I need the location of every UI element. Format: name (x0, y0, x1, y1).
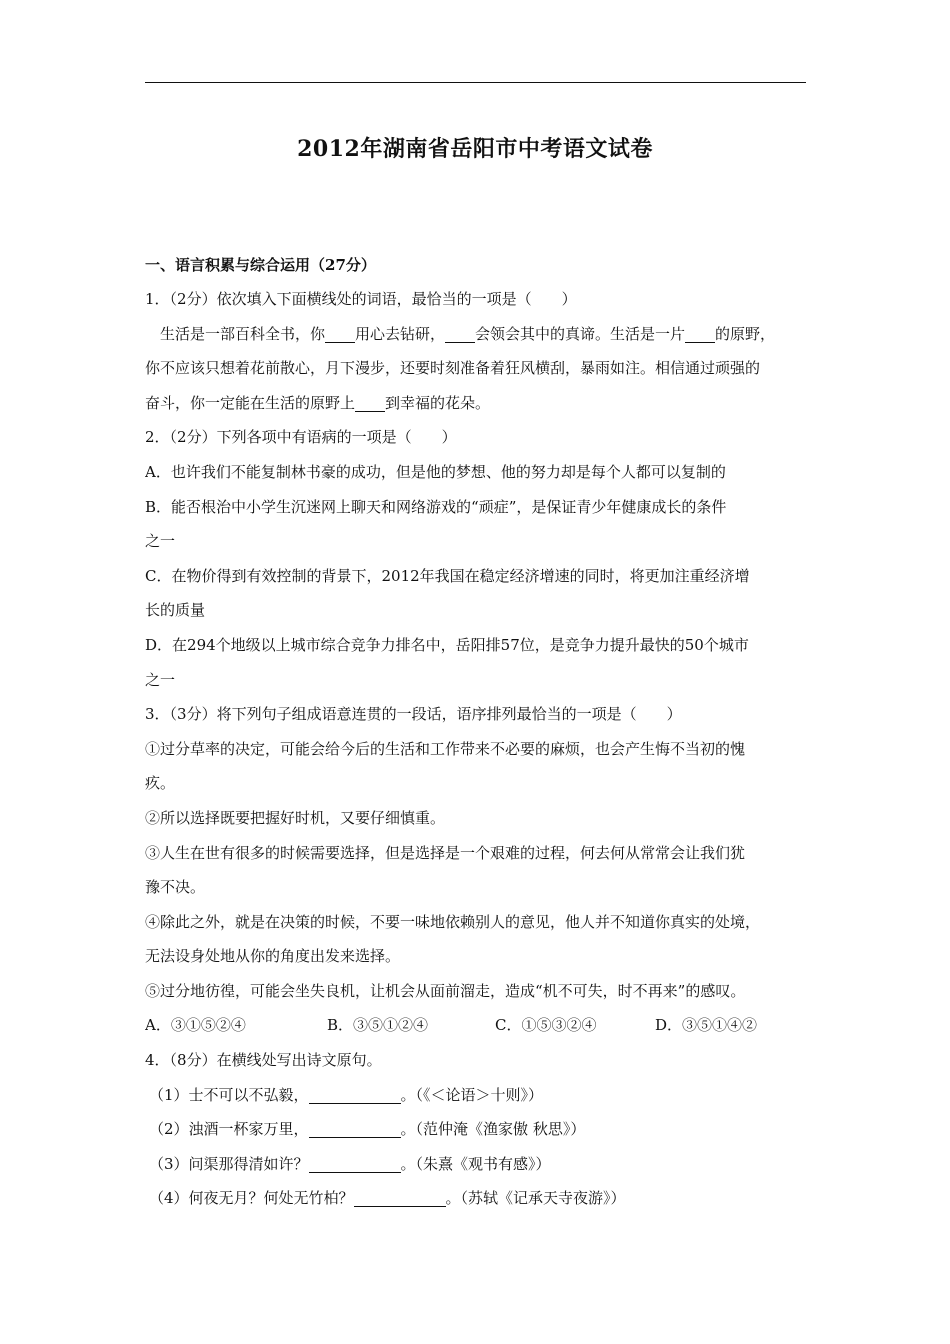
option-b: B．③⑤①②④ (327, 1016, 429, 1035)
question-3-sentence-4: ④除此之外，就是在决策的时候，不要一味地依赖别人的意见，他人并不知道你真实的处境， (145, 912, 761, 931)
question-4-stem: 4．（8分）在横线处写出诗文原句。 (145, 1051, 382, 1070)
option-c: C．①⑤③②④ (495, 1016, 597, 1035)
fill-blank (309, 1085, 401, 1104)
question-4-item-1: （1）士不可以不弘毅， 。（《＜论语＞十则》） (149, 1085, 544, 1104)
question-2-option-c-cont: 长的质量 (145, 601, 206, 620)
question-4-item-2: （2）浊酒一杯家万里， 。（范仲淹《渔家傲 秋思》） (149, 1120, 586, 1139)
question-3-sentence-3-cont: 豫不决。 (145, 878, 206, 897)
question-2-option-d-cont: 之一 (145, 670, 176, 689)
question-3-sentence-4-cont: 无法设身处地从你的角度出发来选择。 (145, 947, 401, 966)
question-2-stem: 2．（2分）下列各项中有语病的一项是（ ） (145, 428, 457, 447)
fill-blank (309, 1154, 401, 1173)
section-heading: 一、语言积累与综合运用（27分） (145, 256, 376, 274)
fill-blank (685, 324, 715, 343)
option-a: A．③①⑤②④ (145, 1016, 246, 1035)
option-d: D．③⑤①④② (655, 1016, 758, 1035)
header-rule (145, 82, 806, 83)
question-3-stem: 3．（3分）将下列句子组成语意连贯的一段话，语序排列最恰当的一项是（ ） (145, 705, 682, 724)
fill-blank (325, 324, 355, 343)
question-2-option-d: D．在294个地级以上城市综合竞争力排名中，岳阳排57位，是竞争力提升最快的50个城市 (145, 635, 749, 654)
question-1-passage-line: 奋斗，你一定能在生活的原野上 到幸福的花朵。 (145, 393, 491, 412)
question-1-passage-line: 生活是一部百科全书，你 用心去钻研， 会领会其中的真谛。生活是一片 的原野， (160, 324, 776, 343)
question-1-passage-line: 你不应该只想着花前散心，月下漫步，还要时刻准备着狂风横刮，暴雨如注。相信通过顽强的 (145, 359, 761, 378)
fill-blank (309, 1119, 401, 1138)
question-3-sentence-3: ③人生在世有很多的时候需要选择，但是选择是一个艰难的过程，何去何从常常会让我们犹 (145, 843, 746, 862)
question-2-option-b-cont: 之一 (145, 532, 176, 551)
fill-blank (354, 1188, 446, 1207)
fill-blank (355, 393, 385, 412)
page-title: 2012年湖南省岳阳市中考语文试卷 (297, 136, 653, 162)
question-2-option-b: B．能否根治中小学生沉迷网上聊天和网络游戏的“顽症”，是保证青少年健康成长的条件 (145, 497, 727, 516)
question-1-stem: 1．（2分）依次填入下面横线处的词语，最恰当的一项是（ ） (145, 290, 577, 308)
question-3-sentence-1: ①过分草率的决定，可能会给今后的生活和工作带来不必要的麻烦，也会产生悔不当初的愧 (145, 739, 746, 758)
question-2-option-a: A．也许我们不能复制林书豪的成功，但是他的梦想、他的努力却是每个人都可以复制的 (145, 462, 726, 481)
question-4-item-4: （4）何夜无月？何处无竹柏？ 。（苏轼《记承天寺夜游》） (149, 1189, 626, 1208)
question-3-sentence-1-cont: 疚。 (145, 774, 176, 793)
fill-blank (445, 324, 475, 343)
question-3-options (145, 1010, 810, 1045)
exam-content (145, 250, 810, 1218)
question-3-sentence-2: ②所以选择既要把握好时机，又要仔细慎重。 (145, 808, 446, 827)
question-2-option-c: C．在物价得到有效控制的背景下，2012年我国在稳定经济增速的同时，将更加注重经济增 (145, 566, 750, 585)
question-3-sentence-5: ⑤过分地彷徨，可能会坐失良机，让机会从面前溜走，造成“机不可失，时不再来”的感叹。 (145, 981, 746, 1000)
question-4-item-3: （3）问渠那得清如许？ 。（朱熹《观书有感》） (149, 1154, 551, 1173)
